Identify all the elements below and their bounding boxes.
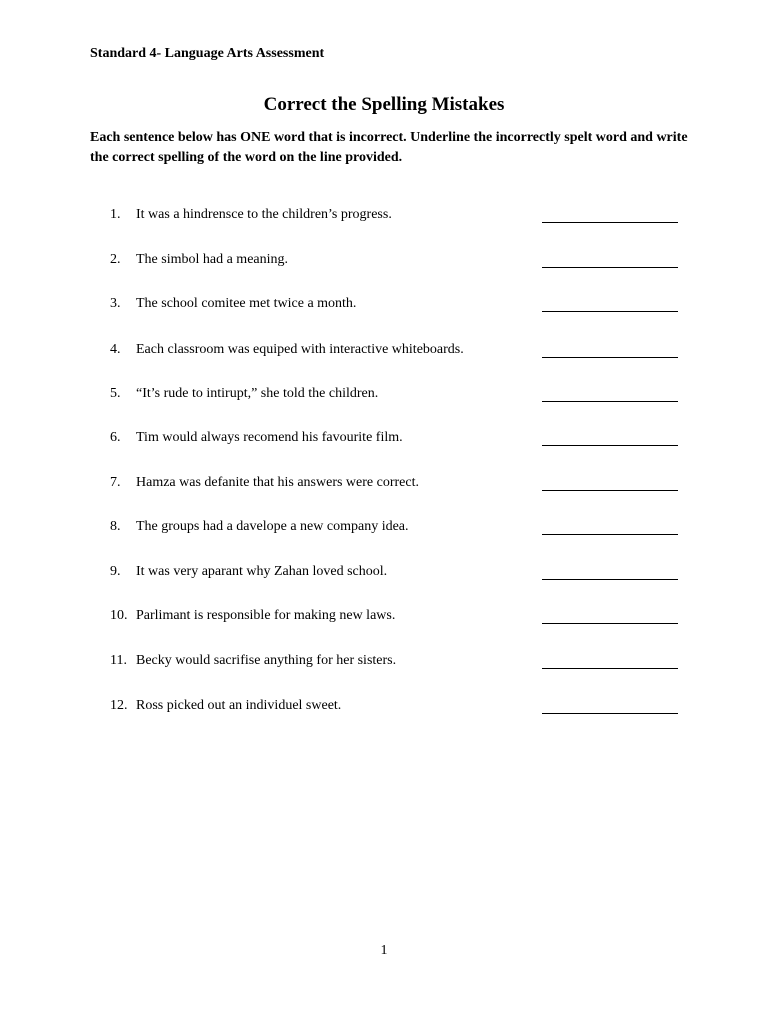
question-sentence: It was very aparant why Zahan loved school.: [136, 564, 388, 579]
answer-line[interactable]: [542, 311, 678, 312]
question-item: [0, 608, 768, 630]
question-number: 5.: [110, 386, 121, 401]
answer-line[interactable]: [542, 490, 678, 491]
page-title: Correct the Spelling Mistakes: [263, 94, 505, 115]
answer-line[interactable]: [542, 534, 678, 535]
question-number: 4.: [110, 342, 121, 357]
question-item: [0, 564, 768, 586]
question-item: [0, 342, 768, 364]
question-item: [0, 519, 768, 541]
answer-line[interactable]: [542, 623, 678, 624]
question-sentence: Parlimant is responsible for making new laws.: [136, 608, 396, 623]
question-sentence: It was a hindrensce to the children’s progress.: [136, 207, 392, 222]
answer-line[interactable]: [542, 445, 678, 446]
question-number: 11.: [110, 653, 127, 668]
question-item: [0, 207, 768, 229]
question-item: [0, 430, 768, 452]
answer-line[interactable]: [542, 222, 678, 223]
question-number: 9.: [110, 564, 121, 579]
question-item: [0, 386, 768, 408]
question-number: 12.: [110, 698, 128, 713]
answer-line[interactable]: [542, 668, 678, 669]
question-item: [0, 475, 768, 497]
question-sentence: The school comitee met twice a month.: [136, 296, 357, 311]
question-item: [0, 296, 768, 318]
answer-line[interactable]: [542, 401, 678, 402]
question-number: 1.: [110, 207, 121, 222]
question-number: 2.: [110, 252, 121, 267]
question-sentence: “It’s rude to intirupt,” she told the children.: [136, 386, 379, 401]
question-number: 8.: [110, 519, 121, 534]
question-sentence: Tim would always recomend his favourite film.: [136, 430, 403, 445]
question-sentence: The groups had a davelope a new company idea.: [136, 519, 409, 534]
question-number: 10.: [110, 608, 128, 623]
answer-line[interactable]: [542, 713, 678, 714]
question-item: [0, 252, 768, 274]
question-sentence: The simbol had a meaning.: [136, 252, 289, 267]
question-number: 3.: [110, 296, 121, 311]
question-number: 7.: [110, 475, 121, 490]
question-number: 6.: [110, 430, 121, 445]
instructions-text: Each sentence below has ONE word that is incorrect. Underline the incorrectly spelt word and write the correct spelling of the word on the line provided.: [90, 130, 688, 165]
assessment-header: Standard 4- Language Arts Assessment: [90, 46, 325, 61]
question-item: [0, 698, 768, 720]
page-number: 1: [380, 943, 388, 958]
question-sentence: Hamza was defanite that his answers were correct.: [136, 475, 419, 490]
question-sentence: Each classroom was equiped with interactive whiteboards.: [136, 342, 464, 357]
question-item: [0, 653, 768, 675]
answer-line[interactable]: [542, 357, 678, 358]
answer-line[interactable]: [542, 579, 678, 580]
question-sentence: Becky would sacrifise anything for her sisters.: [136, 653, 397, 668]
answer-line[interactable]: [542, 267, 678, 268]
question-sentence: Ross picked out an individuel sweet.: [136, 698, 342, 713]
